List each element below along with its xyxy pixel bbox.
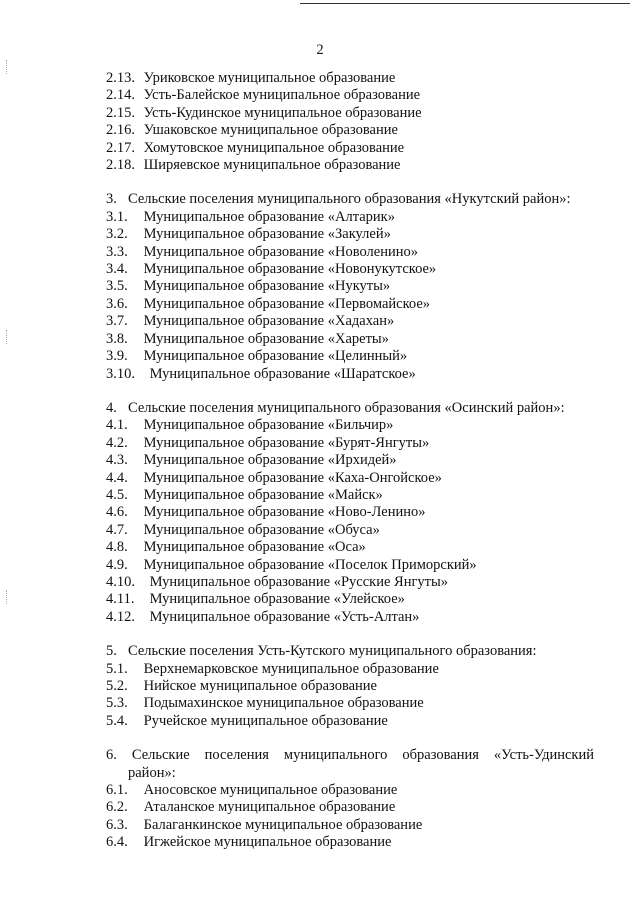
- list-item: [106, 313, 594, 330]
- section-title: Сельские поселения муниципального образования «Нукутский район»:: [128, 191, 571, 208]
- item-text: Муниципальное образование «Усть-Алтан»: [149, 608, 420, 625]
- item-text: Муниципальное образование «Хареты»: [143, 330, 389, 347]
- item-number: 3.1.: [106, 208, 128, 225]
- item-number: 4.9.: [106, 556, 128, 573]
- item-text: Муниципальное образование «Каха-Онгойское»: [143, 469, 442, 486]
- list-item: [106, 226, 594, 243]
- item-text: Муниципальное образование «Алтарик»: [143, 208, 395, 225]
- item-number: 2.16.: [106, 122, 135, 139]
- section-6: [106, 747, 594, 851]
- item-text: Ширяевское муниципальное образование: [143, 157, 401, 174]
- item-number: 6.2.: [106, 799, 128, 816]
- item-text: Муниципальное образование «Целинный»: [143, 348, 408, 365]
- list-item: [106, 678, 594, 695]
- list-item: [106, 105, 594, 122]
- section-heading: [106, 400, 594, 417]
- list-item: [106, 817, 594, 834]
- section-title-word: муниципального: [283, 747, 388, 764]
- item-number: 5.3.: [106, 695, 128, 712]
- item-text: Игжейское муниципальное образование: [143, 834, 392, 851]
- list-item: [106, 348, 594, 365]
- item-number: 4.11.: [106, 591, 135, 608]
- item-number: 4.6.: [106, 504, 128, 521]
- list-item: [106, 140, 594, 157]
- item-number: 6.1.: [106, 782, 128, 799]
- item-number: 4.1.: [106, 417, 128, 434]
- item-number: 3.10.: [106, 365, 135, 382]
- top-rule: [300, 3, 630, 4]
- item-text: Муниципальное образование «Первомайское»: [143, 295, 430, 312]
- item-text: Верхнемарковское муниципальное образование: [143, 660, 439, 677]
- item-number: 2.17.: [106, 139, 135, 156]
- list-item: [106, 452, 594, 469]
- item-number: 6.3.: [106, 816, 128, 833]
- item-number: 5.1.: [106, 660, 128, 677]
- item-text: Муниципальное образование «Бильчир»: [143, 417, 394, 434]
- item-text: Хомутовское муниципальное образование: [143, 139, 405, 156]
- section-heading: [106, 643, 594, 660]
- list-item: [106, 296, 594, 313]
- item-text: Подымахинское муниципальное образование: [143, 695, 424, 712]
- item-number: 2.18.: [106, 157, 135, 174]
- section-number: 3.: [106, 191, 117, 208]
- item-number: 3.7.: [106, 313, 128, 330]
- list-section-2-continued: [106, 70, 594, 174]
- item-text: Ручейское муниципальное образование: [143, 712, 388, 729]
- item-text: Уриковское муниципальное образование: [143, 70, 396, 86]
- item-text: Муниципальное образование «Улейское»: [149, 591, 405, 608]
- item-text: Муниципальное образование «Русские Янгуты»: [149, 573, 449, 590]
- section-gap: [106, 383, 594, 400]
- list-item: [106, 331, 594, 348]
- section-title-word: Сельские: [131, 747, 190, 764]
- section-number: 4.: [106, 399, 117, 416]
- item-text: Балаганкинское муниципальное образование: [143, 816, 423, 833]
- section-title-word: «Усть-Удинский: [493, 747, 594, 764]
- section-heading: [106, 191, 594, 208]
- list-item: [106, 834, 594, 851]
- item-number: 3.3.: [106, 243, 128, 260]
- item-text: Аталанское муниципальное образование: [143, 799, 396, 816]
- item-number: 2.15.: [106, 104, 135, 121]
- document-body: [106, 70, 594, 852]
- item-number: 3.6.: [106, 295, 128, 312]
- section-title: Сельские поселения муниципального образования «Осинский район»:: [128, 399, 565, 416]
- list-item: [106, 539, 594, 556]
- item-number: 3.4.: [106, 261, 128, 278]
- list-item: [106, 417, 594, 434]
- item-text: Муниципальное образование «Поселок Приморский»: [143, 556, 477, 573]
- item-number: 5.2.: [106, 678, 128, 694]
- list-item: [106, 278, 594, 295]
- list-item: [106, 574, 594, 591]
- item-number: 4.2.: [106, 434, 128, 451]
- item-number: 3.9.: [106, 348, 128, 365]
- list-item: [106, 487, 594, 504]
- list-item: [106, 261, 594, 278]
- section-gap: [106, 174, 594, 191]
- item-number: 3.8.: [106, 330, 128, 347]
- item-number: 2.14.: [106, 87, 135, 104]
- section-number: 5.: [106, 643, 117, 660]
- list-item: [106, 244, 594, 261]
- item-number: 4.8.: [106, 539, 128, 556]
- section-3: [106, 191, 594, 382]
- item-number: 4.7.: [106, 521, 128, 538]
- item-number: 3.2.: [106, 226, 128, 243]
- section-4: [106, 400, 594, 626]
- list-item: [106, 435, 594, 452]
- list-item: [106, 504, 594, 521]
- item-text: Усть-Кудинское муниципальное образование: [143, 104, 422, 121]
- scan-edge-mark: [6, 60, 8, 74]
- item-number: 4.3.: [106, 452, 128, 469]
- item-text: Аносовское муниципальное образование: [143, 782, 398, 799]
- list-item: [106, 209, 594, 226]
- item-number: 4.4.: [106, 469, 128, 486]
- item-text: Муниципальное образование «Шаратское»: [149, 365, 416, 382]
- item-text: Муниципальное образование «Нукуты»: [143, 278, 391, 295]
- list-item: [106, 695, 594, 712]
- item-text: Муниципальное образование «Ирхидей»: [143, 452, 397, 469]
- item-text: Муниципальное образование «Новоленино»: [143, 243, 418, 260]
- section-title-continuation: район»:: [128, 764, 176, 781]
- item-text: Ушаковское муниципальное образование: [143, 122, 398, 139]
- list-item: [106, 609, 594, 626]
- list-item: [106, 470, 594, 487]
- item-text: Муниципальное образование «Майск»: [143, 486, 383, 503]
- list-item: [106, 661, 594, 678]
- item-number: 6.4.: [106, 834, 128, 851]
- section-title-word: поселения: [204, 747, 269, 764]
- scan-edge-mark: [6, 590, 8, 604]
- item-number: 4.12.: [106, 608, 135, 625]
- list-item: [106, 557, 594, 574]
- list-item: [106, 157, 594, 174]
- list-item: [106, 782, 594, 799]
- section-gap: [106, 626, 594, 643]
- item-text: Муниципальное образование «Закулей»: [143, 226, 391, 243]
- list-item: [106, 799, 594, 816]
- item-number: 3.5.: [106, 278, 128, 295]
- item-text: Нийское муниципальное образование: [143, 678, 377, 694]
- section-heading: [106, 747, 594, 764]
- item-number: 5.4.: [106, 712, 128, 729]
- item-number: 4.5.: [106, 486, 128, 503]
- list-item: [106, 522, 594, 539]
- section-5: [106, 643, 594, 730]
- item-text: Муниципальное образование «Оса»: [143, 539, 366, 556]
- item-number: 2.13.: [106, 70, 135, 86]
- page-number: 2: [316, 42, 324, 58]
- list-item: [106, 366, 594, 383]
- scan-edge-mark: [6, 330, 8, 344]
- item-text: Усть-Балейское муниципальное образование: [143, 87, 421, 104]
- list-item: [106, 70, 594, 87]
- section-gap: [106, 730, 594, 747]
- item-number: 4.10.: [106, 573, 135, 590]
- section-title-word: образования: [402, 747, 479, 764]
- section-number: 6.: [106, 747, 117, 764]
- list-item: [106, 713, 594, 730]
- item-text: Муниципальное образование «Ново-Ленино»: [143, 504, 426, 521]
- item-text: Муниципальное образование «Хадахан»: [143, 313, 395, 330]
- list-item: [106, 591, 594, 608]
- section-title: Сельские поселения Усть-Кутского муниципального образования:: [128, 643, 537, 660]
- item-text: Муниципальное образование «Обуса»: [143, 521, 380, 538]
- list-item: [106, 87, 594, 104]
- list-item: [106, 122, 594, 139]
- item-text: Муниципальное образование «Бурят-Янгуты»: [143, 434, 430, 451]
- item-text: Муниципальное образование «Новонукутское»: [143, 261, 437, 278]
